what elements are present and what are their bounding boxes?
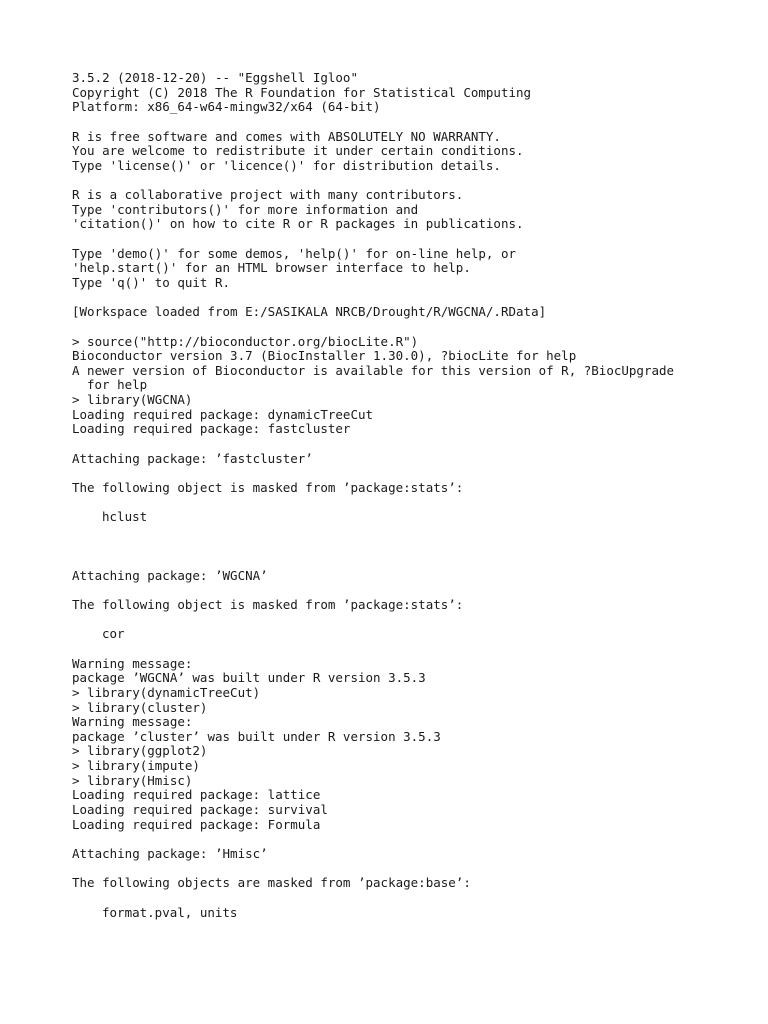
blank-line	[72, 554, 748, 569]
blank-line	[72, 291, 748, 306]
output-line: [Workspace loaded from E:/SASIKALA NRCB/Drought/R/WGCNA/.RData]	[72, 304, 547, 320]
output-line: Platform: x86_64-w64-mingw32/x64 (64-bit)	[72, 99, 381, 115]
output-line: Type 'q()' to quit R.	[72, 274, 231, 290]
output-line: Attaching package: ’WGCNA’	[72, 567, 268, 583]
command-line: > library(dynamicTreeCut)	[72, 684, 261, 700]
output-line: Warning message:	[72, 655, 193, 671]
output-line: Warning message:	[72, 714, 193, 730]
output-line: 'help.start()' for an HTML browser interface to help.	[72, 260, 471, 276]
blank-line	[72, 540, 748, 555]
output-line: R is free software and comes with ABSOLUTELY NO WARRANTY.	[72, 128, 501, 144]
blank-line	[72, 642, 748, 657]
output-line: Loading required package: lattice	[72, 787, 321, 803]
r-console-output	[72, 71, 748, 920]
blank-line	[72, 115, 748, 130]
command-line: > library(impute)	[72, 758, 200, 774]
output-line: for help	[87, 377, 148, 393]
output-line: Loading required package: dynamicTreeCut	[72, 406, 374, 422]
output-line: Copyright (C) 2018 The R Foundation for Statistical Computing	[72, 84, 532, 100]
blank-line	[72, 525, 748, 540]
output-line: Loading required package: Formula	[72, 816, 321, 832]
output-line: Bioconductor version 3.7 (BiocInstaller 1.30.0), ?biocLite for help	[72, 348, 577, 364]
output-line: Type 'license()' or 'licence()' for distribution details.	[72, 157, 501, 173]
blank-line	[72, 173, 748, 188]
command-line: > library(ggplot2)	[72, 743, 208, 759]
output-line: hclust	[102, 509, 148, 525]
blank-line	[72, 613, 748, 628]
output-line: 3.5.2 (2018-12-20) -- "Eggshell Igloo"	[72, 70, 358, 85]
output-line: 'citation()' on how to cite R or R packages in publications.	[72, 216, 524, 232]
blank-line	[72, 466, 748, 481]
output-line: Attaching package: ’Hmisc’	[72, 845, 268, 861]
blank-line	[72, 891, 748, 906]
output-line: Type 'contributors()' for more information and	[72, 201, 419, 217]
output-line: A newer version of Bioconductor is available for this version of R, ?BiocUpgrade	[72, 362, 675, 378]
output-line: Type 'demo()' for some demos, 'help()' for on-line help, or	[72, 245, 517, 261]
blank-line	[72, 583, 748, 598]
output-line: Loading required package: fastcluster	[72, 421, 351, 437]
output-line: The following object is masked from ’package:stats’:	[72, 597, 464, 613]
blank-line	[72, 232, 748, 247]
output-line: The following objects are masked from ’package:base’:	[72, 875, 471, 891]
command-line: > library(cluster)	[72, 699, 208, 715]
blank-line	[72, 496, 748, 511]
output-line: R is a collaborative project with many contributors.	[72, 187, 464, 203]
blank-line	[72, 862, 748, 877]
output-line: format.pval, units	[102, 904, 238, 920]
output-line: package ’cluster’ was built under R version 3.5.3	[72, 728, 441, 744]
blank-line	[72, 832, 748, 847]
command-line: > source("http://bioconductor.org/biocLite.R")	[72, 333, 419, 349]
command-line: > library(WGCNA)	[72, 392, 193, 408]
output-line: package ’WGCNA’ was built under R version 3.5.3	[72, 670, 426, 686]
output-line: Attaching package: ’fastcluster’	[72, 450, 313, 466]
output-line: The following object is masked from ’package:stats’:	[72, 479, 464, 495]
output-line: You are welcome to redistribute it under certain conditions.	[72, 143, 524, 159]
blank-line	[72, 320, 748, 335]
output-line: Loading required package: survival	[72, 802, 328, 818]
blank-line	[72, 437, 748, 452]
output-line: cor	[102, 626, 125, 642]
command-line: > library(Hmisc)	[72, 772, 193, 788]
